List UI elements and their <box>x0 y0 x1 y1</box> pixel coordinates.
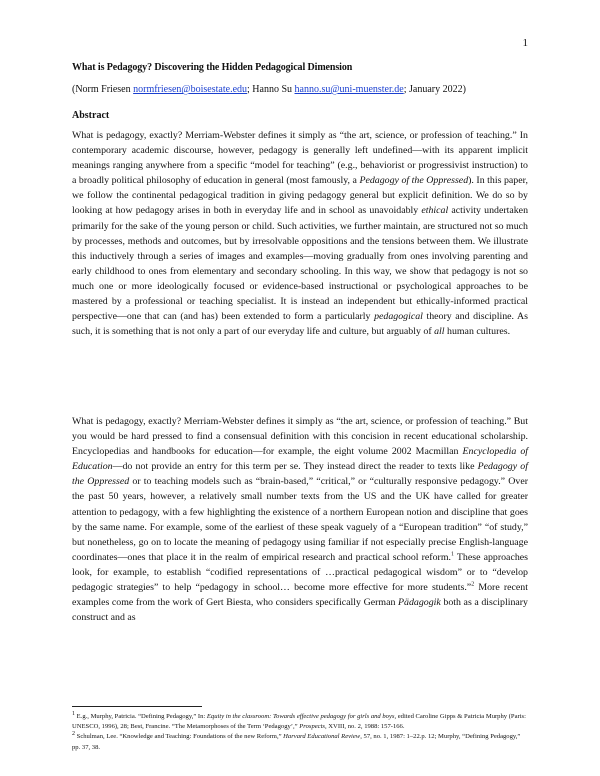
email-link-su[interactable]: hanno.su@uni-muenster.de <box>294 84 404 95</box>
footnotes <box>72 712 528 753</box>
author-prefix: (Norm Friesen <box>72 84 134 95</box>
email-link-friesen[interactable]: normfriesen@boisestate.edu <box>133 84 248 95</box>
author-mid: ; Hanno Su <box>247 84 295 95</box>
paper-title: What is Pedagogy? Discovering the Hidden Pedagogical Dimension <box>72 62 353 73</box>
abstract-heading: Abstract <box>72 110 110 121</box>
footnote-ref-1[interactable]: 1 <box>450 551 454 558</box>
footnote-2: $^2$ Schulman, Lee. “Knowledge and Teaching: Foundations of the new Reform,” Harvard Educational Review, 57, no. 1, 1987: 1–22.p. 12; Murphy, “Defining Pedagogy,” pp. 37, 38. <box>72 731 521 751</box>
author-line <box>72 84 466 95</box>
body-paragraph: What is pedagogy, exactly? Merriam-Webster defines it simply as “the art, science, or profession of teaching.” But you would be hard pressed to find a consensual definition with this concision in recent educational scholarship. Encyclopedias and handbooks for education—for example, the eight volume 2002 Macmillan Encyclopedia of Education—do not provide an entry for this term per se. They instead direct the reader to texts like Pedagogy of the Oppressed or to teaching models such as “brain-based,” “critical,” or “culturally responsive pedagogy.” Over the past 50 years, however, a relatively small number texts from the US and the UK have called for greater attention to pedagogy, with a few highlighting the existence of a northern European notion and discipline that goes by the same name. For example, some of the earliest of these speak vaguely of a “European tradition” “of study,” but nonetheless, go on to locate the meaning of pedagogy using familiar if not especially precise English-language coordinates—ones that place it in the realm of empirical research and practical school reform.$^1$ These approaches look, for example, to establish “codified representations of …practical pedagogical wisdom” or to “develop pedagogic strategies” to help “pedagogy in school… become more effective for more students.”$^2$ More recent examples come from the work of Gert Biesta, who considers specifically German Pädagogik both as a disciplinary construct and as <box>72 416 529 624</box>
abstract-paragraph: What is pedagogy, exactly? Merriam-Webster defines it simply as “the art, science, or profession of teaching.” In contemporary academic discourse, however, pedagogy is generally left undefined—with its apparent implicit meanings ranging anywhere from a specific “model for teaching” (e.g., behaviorist or progressivist instruction) to a broadly political philosophy of education in general (most famously, a Pedagogy of the Oppressed). In this paper, we follow the continental pedagogical tradition in giving pedagogy general but explicit definition. We do so by looking at how pedagogy arises in both in everyday life and in school as unavoidably ethical activity undertaken primarily for the sake of the young person or child. Such activities, we further maintain, are structured not so much by processes, methods and outcomes, but by irresolvable oppositions and the tensions between them. We illustrate this inductively through a series of images and examples—moving gradually from ones involving parenting and early childhood to ones from elementary and secondary schooling. In this way, we show that pedagogy is not so much one or more ideologically focused or evidence-based instructional or psychological approaches to be mastered by a professional or teaching specialist. It is instead an independent but ethically-informed practical perspective—one that can (and has) been extended to form a particularly pedagogical theory and discipline. As such, it is something that is not only a part of our everyday life and culture, but arguably of all human cultures. <box>72 130 529 338</box>
author-suffix: ; January 2022) <box>403 84 466 95</box>
page-number: 1 <box>522 37 528 49</box>
footnote-separator <box>72 706 202 707</box>
footnote-1: $^1$ E.g., Murphy, Patricia. “Defining Pedagogy,” In: Equity in the classroom: Towards effective pedagogy for girls and boys, edited Caroline Gipps & Patricia Murphy (Paris: UNESCO, 1996), 28; Best, Francine. “The Metamorphoses of the Term ‘Pedagogy’,” Prospects, XVIII, no. 2, 1988: 157-166. <box>72 710 526 731</box>
footnote-ref-2[interactable]: 2 <box>471 581 475 588</box>
